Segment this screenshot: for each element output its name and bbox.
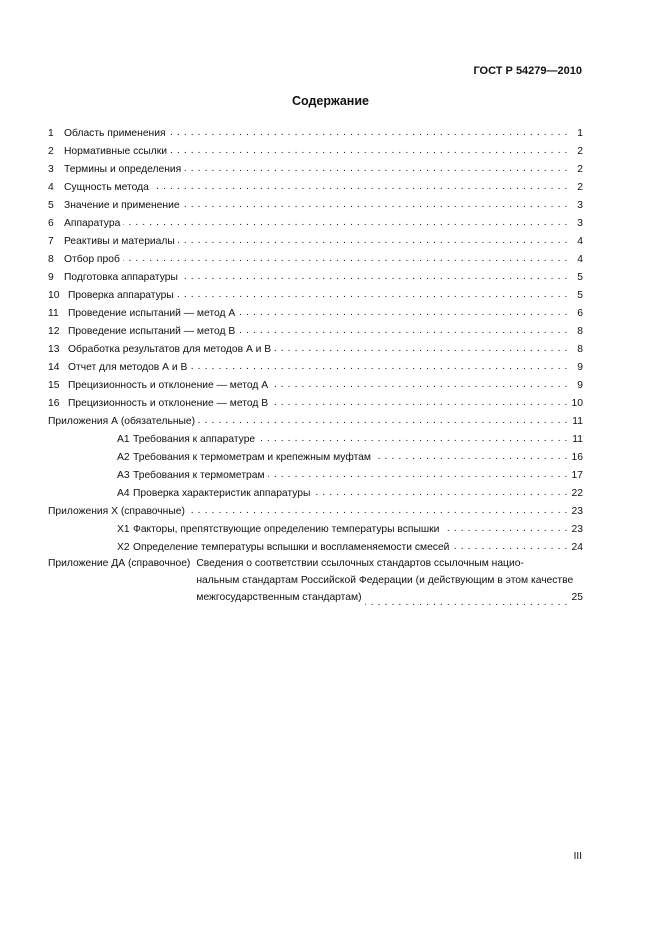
toc-entry-9[interactable]	[48, 265, 583, 283]
toc-entry-title: Определение температуры вспышки и воспламеняемости смесей	[133, 542, 450, 553]
toc-entry-number: Х1	[117, 524, 130, 535]
toc-entry-title: Проведение испытаний — метод В	[68, 326, 236, 337]
toc-entry-4[interactable]	[48, 175, 583, 193]
toc-entry-title: Отбор проб	[64, 254, 120, 265]
dot-leader	[374, 451, 568, 463]
toc-entry-14[interactable]	[48, 355, 583, 373]
toc-entry-16[interactable]	[48, 391, 583, 409]
toc-entry-number: 16	[48, 398, 60, 409]
toc-entry-page: 5	[577, 290, 583, 301]
toc-entry-number: 4	[48, 182, 54, 193]
toc-entry-number: А1	[117, 434, 130, 445]
dot-leader	[258, 433, 568, 445]
toc-entry-number: 11	[48, 308, 59, 319]
dot-leader	[274, 343, 568, 355]
toc-entry-number: 12	[48, 326, 60, 337]
dot-leader	[452, 541, 568, 553]
toc-entry-a1[interactable]	[48, 427, 583, 445]
toc-entry-page: 25	[571, 592, 583, 603]
toc-entry-number: 6	[48, 218, 54, 229]
dot-leader	[442, 523, 568, 535]
toc-appendix-x[interactable]	[48, 499, 583, 517]
table-of-contents	[48, 121, 583, 606]
toc-entry-page: 5	[577, 272, 583, 283]
toc-entry-number: 14	[48, 362, 60, 373]
toc-entry-number: А4	[117, 488, 130, 499]
dot-leader	[238, 307, 568, 319]
toc-entry-8[interactable]	[48, 247, 583, 265]
dot-leader	[188, 505, 568, 517]
toc-entry-title: Сущность метода	[64, 182, 149, 193]
toc-entry-number: 7	[48, 236, 54, 247]
toc-entry-page: 11	[572, 434, 583, 445]
toc-entry-a3[interactable]	[48, 463, 583, 481]
toc-entry-title: Аппаратура	[64, 218, 121, 229]
dot-leader	[178, 235, 568, 247]
toc-entry-page: 9	[577, 380, 583, 391]
toc-entry-page: 23	[571, 524, 583, 535]
toc-entry-page: 23	[571, 506, 583, 517]
toc-entry-a4[interactable]	[48, 481, 583, 499]
toc-entry-title: Проведение испытаний — метод А	[68, 308, 236, 319]
toc-entry-title: Проверка аппаратуры	[68, 290, 174, 301]
dot-leader	[123, 217, 568, 229]
toc-entry-title: Подготовка аппаратуры	[64, 272, 178, 283]
toc-appendix-da-line-1: Сведения о соответствии ссылочных стандартов ссылочным нацио-	[196, 558, 524, 569]
toc-entry-page: 2	[577, 146, 583, 157]
dot-leader	[169, 127, 568, 139]
toc-entry-2[interactable]	[48, 139, 583, 157]
toc-entry-page: 8	[577, 344, 583, 355]
dot-leader	[190, 361, 568, 373]
toc-entry-title: Отчет для методов А и В	[68, 362, 188, 373]
toc-entry-number: А2	[117, 452, 130, 463]
toc-entry-title: межгосударственным стандартам)	[196, 592, 362, 603]
toc-entry-7[interactable]	[48, 229, 583, 247]
toc-entry-title: Область применения	[64, 128, 166, 139]
toc-entry-5[interactable]	[48, 193, 583, 211]
dot-leader	[268, 469, 568, 481]
dot-leader	[177, 289, 568, 301]
dot-leader	[313, 487, 568, 499]
toc-appendix-da-line-2: нальным стандартам Российской Федерации (и действующим в этом качестве	[196, 575, 574, 586]
dot-leader	[181, 271, 568, 283]
toc-entry-number: 10	[48, 290, 60, 301]
toc-appendix-da-body	[196, 555, 583, 606]
toc-entry-number: 8	[48, 254, 54, 265]
toc-entry-title: Прецизионность и отклонение — метод А	[68, 380, 269, 391]
dot-leader	[271, 397, 568, 409]
toc-entry-page: 3	[577, 218, 583, 229]
toc-entry-page: 1	[577, 128, 583, 139]
page-number: III	[573, 851, 582, 862]
toc-entry-number: Х2	[117, 542, 130, 553]
toc-entry-title: Приложения А (обязательные)	[48, 416, 196, 427]
dot-leader	[271, 379, 568, 391]
toc-entry-page: 17	[571, 470, 583, 481]
dot-leader	[365, 594, 568, 606]
toc-entry-number: 9	[48, 272, 54, 283]
toc-appendix-da-line-3	[196, 589, 583, 606]
toc-entry-title: Реактивы и материалы	[64, 236, 175, 247]
toc-entry-number: 13	[48, 344, 60, 355]
toc-entry-1[interactable]	[48, 121, 583, 139]
dot-leader	[238, 325, 568, 337]
toc-entry-page: 24	[571, 542, 583, 553]
toc-entry-12[interactable]	[48, 319, 583, 337]
toc-entry-page: 2	[577, 164, 583, 175]
toc-entry-3[interactable]	[48, 157, 583, 175]
document-id: ГОСТ Р 54279—2010	[473, 65, 582, 77]
toc-appendix-a[interactable]	[48, 409, 583, 427]
toc-entry-page: 16	[571, 452, 583, 463]
toc-entry-page: 4	[577, 254, 583, 265]
toc-entry-page: 6	[577, 308, 583, 319]
toc-entry-title: Значение и применение	[64, 200, 180, 211]
toc-entry-title: Приложения Х (справочные)	[48, 506, 185, 517]
toc-entry-number: 15	[48, 380, 60, 391]
toc-entry-a2[interactable]	[48, 445, 583, 463]
toc-entry-x2[interactable]	[48, 535, 583, 553]
toc-entry-title: Требования к аппаратуре	[133, 434, 256, 445]
toc-entry-15[interactable]	[48, 373, 583, 391]
toc-entry-title: Проверка характеристик аппаратуры	[133, 488, 311, 499]
dot-leader	[198, 415, 568, 427]
toc-title: Содержание	[291, 94, 369, 108]
toc-entry-title: Факторы, препятствующие определению температуры вспышки	[133, 524, 440, 535]
toc-entry-11[interactable]	[48, 301, 583, 319]
toc-entry-page: 22	[571, 488, 583, 499]
toc-entry-number: 5	[48, 200, 54, 211]
toc-entry-title: Прецизионность и отклонение — метод В	[68, 398, 269, 409]
toc-entry-title: Обработка результатов для методов А и В	[68, 344, 272, 355]
toc-appendix-da-lead: Приложение ДА (справочное)	[48, 558, 191, 569]
toc-entry-6[interactable]	[48, 211, 583, 229]
toc-entry-title: Требования к термометрам и крепежным муфтам	[133, 452, 371, 463]
toc-entry-page: 11	[572, 416, 583, 427]
dot-leader	[184, 163, 568, 175]
toc-appendix-da[interactable]	[48, 555, 583, 606]
toc-entry-number: 3	[48, 164, 54, 175]
toc-entry-page: 3	[577, 200, 583, 211]
dot-leader	[170, 145, 568, 157]
toc-entry-page: 10	[571, 398, 583, 409]
toc-entry-13[interactable]	[48, 337, 583, 355]
toc-entry-page: 9	[577, 362, 583, 373]
toc-entry-page: 2	[577, 182, 583, 193]
toc-entry-title: Термины и определения	[64, 164, 182, 175]
toc-entry-title: Нормативные ссылки	[64, 146, 168, 157]
toc-entry-page: 4	[577, 236, 583, 247]
toc-entry-10[interactable]	[48, 283, 583, 301]
dot-leader	[152, 181, 568, 193]
dot-leader	[183, 199, 568, 211]
toc-entry-page: 8	[577, 326, 583, 337]
dot-leader	[123, 253, 568, 265]
toc-entry-number: 1	[48, 128, 54, 139]
toc-entry-title: Требования к термометрам	[133, 470, 265, 481]
toc-entry-number: 2	[48, 146, 54, 157]
toc-entry-number: А3	[117, 470, 130, 481]
toc-entry-x1[interactable]	[48, 517, 583, 535]
